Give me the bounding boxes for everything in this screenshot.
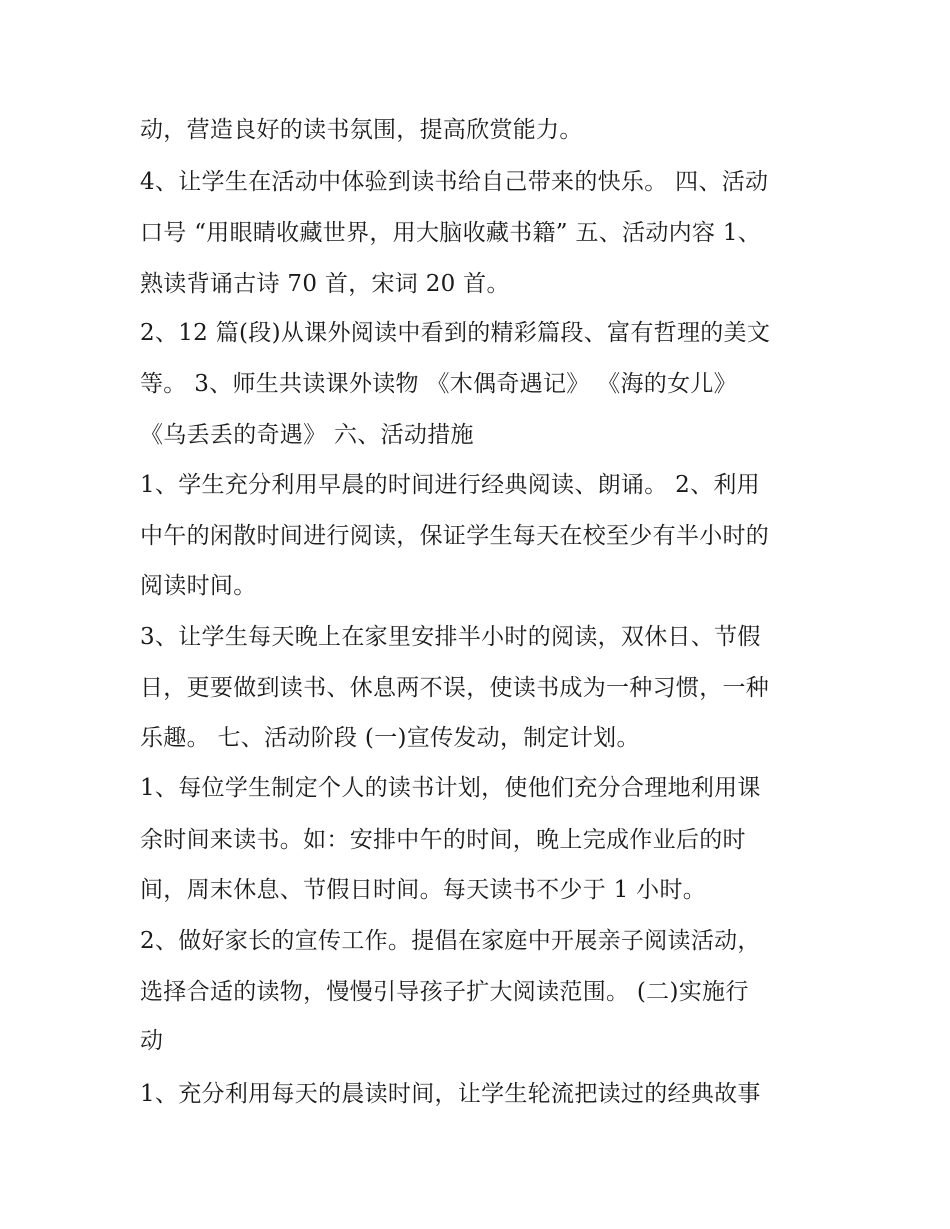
text-line: 等。 3、师生共读课外读物 《木偶奇遇记》 《海的女儿》 (140, 371, 737, 397)
text-line: 乐趣。 七、活动阶段 (一)宣传发动，制定计划。 (140, 725, 640, 751)
text-line: 动，营造良好的读书氛围，提高欣赏能力。 (140, 117, 583, 143)
text-line: 中午的闲散时间进行阅读，保证学生每天在校至少有半小时的 (140, 523, 770, 549)
text-line: 熟读背诵古诗 70 首，宋词 20 首。 (140, 271, 510, 297)
text-line: 1、充分利用每天的晨读时间，让学生轮流把读过的经典故事 (140, 1081, 761, 1107)
text-line: 间，周末休息、节假日时间。每天读书不少于 1 小时。 (140, 877, 707, 903)
text-line: 日，更要做到读书、休息两不误，使读书成为一种习惯，一种 (140, 675, 770, 701)
text-line: 口号 “用眼睛收藏世界，用大脑收藏书籍” 五、活动内容 1、 (140, 220, 762, 246)
text-line: 动 (140, 1028, 164, 1054)
text-line: 阅读时间。 (140, 573, 257, 599)
text-line: 2、12 篇(段)从课外阅读中看到的精彩篇段、富有哲理的美文 (140, 320, 771, 346)
text-line: 3、让学生每天晚上在家里安排半小时的阅读，双休日、节假 (140, 624, 761, 650)
text-line: 余时间来读书。如：安排中午的时间，晚上完成作业后的时 (140, 827, 746, 853)
text-line: 1、学生充分利用早晨的时间进行经典阅读、朗诵。 2、利用 (140, 472, 760, 498)
text-line: 4、让学生在活动中体验到读书给自己带来的快乐。 四、活动 (140, 169, 769, 195)
text-line: 2、做好家长的宣传工作。提倡在家庭中开展亲子阅读活动， (140, 928, 761, 954)
text-line: 选择合适的读物，慢慢引导孩子扩大阅读范围。 (二)实施行 (140, 979, 749, 1005)
text-line: 《乌丢丢的奇遇》 六、活动措施 (140, 422, 474, 448)
text-line: 1、每位学生制定个人的读书计划，使他们充分合理地利用课 (140, 775, 761, 801)
